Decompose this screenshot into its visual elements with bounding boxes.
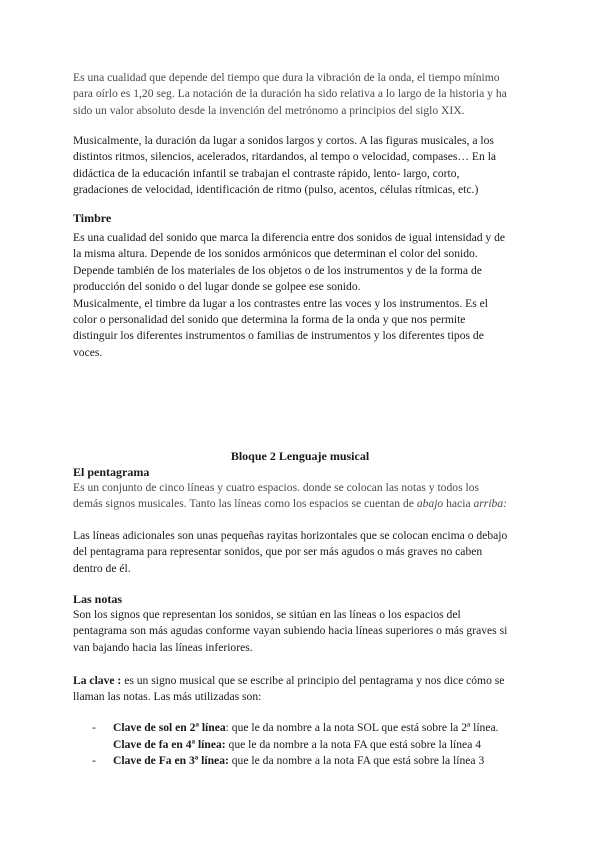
text-run: hacia <box>443 497 474 511</box>
text-line <box>73 496 531 512</box>
list-dash: - <box>92 721 96 734</box>
duration-paragraph <box>73 70 531 119</box>
list-item-term: Clave de Fa en 3ª línea: <box>113 754 229 767</box>
text-line: del pentagrama para representar sonidos, que por ser más agudos o más graves no caben <box>73 545 483 559</box>
pentagrama-paragraph <box>73 480 531 513</box>
list-item-text <box>113 720 499 736</box>
text-run: : que le da nombre a la nota SOL que está sobre la 2ª línea. <box>225 721 499 734</box>
text-line <box>73 673 531 689</box>
text-line: Musicalmente, la duración da lugar a sonidos largos y cortos. A las figuras musicales, a los <box>73 134 494 147</box>
text-run: es un signo musical que se escribe al principio del pentagrama y nos dice cómo se <box>121 674 505 687</box>
text-line: producción del sonido o del lugar donde se golpee ese sonido. <box>73 280 361 294</box>
list-item-text <box>113 737 481 753</box>
text-line: pentagrama son más agudas conforme vayan subiendo hacia líneas superiores o más graves si <box>73 624 508 638</box>
text-line: color o personalidad del sonido que determina la forma de la onda y que nos permite <box>73 313 466 327</box>
italic-word: arriba: <box>473 497 507 511</box>
clave-paragraph <box>73 673 531 706</box>
text-line: Es una cualidad que depende del tiempo que dura la vibración de la onda, el tiempo mínimo <box>73 71 500 84</box>
section-title: Bloque 2 Lenguaje musical <box>230 449 370 463</box>
list-item-text <box>113 753 484 769</box>
text-line: llaman las notas. Las más utilizadas son: <box>73 690 262 704</box>
text-line: distinguir los diferentes instrumentos o familias de instrumentos y los diferentes tipos de <box>73 329 484 343</box>
list-item-term: Clave de fa en 4ª línea: <box>113 738 226 751</box>
text-line: sido un valor absoluto desde la invención del metrónomo a principios del siglo XIX. <box>73 103 465 117</box>
text-line: Depende también de los materiales de los objetos o de los instrumentos y de la forma de <box>73 263 482 277</box>
text-line: dentro de él. <box>73 561 131 575</box>
text-line: Musicalmente, el timbre da lugar a los contrastes entre las voces y los instrumentos. Es el <box>73 296 489 310</box>
text-line: voces. <box>73 345 103 359</box>
list-item-term: Clave de sol en 2ª línea <box>113 721 226 734</box>
text-line: Son los signos que representan los sonidos, se sitúan en las líneas o los espacios del <box>73 608 461 621</box>
text-line: Es un conjunto de cinco líneas y cuatro espacios. donde se colocan las notas y todos los <box>73 481 480 494</box>
text-line: van bajando hacia las líneas inferiores. <box>73 640 253 654</box>
musical-duration-paragraph <box>73 133 531 199</box>
text-line: gradaciones de velocidad, identificación de ritmo (pulso, acentos, células rítmicas, etc.) <box>73 183 479 197</box>
text-run: demás signos musicales. Tanto las líneas como los espacios se cuentan de <box>73 497 417 511</box>
notas-paragraph <box>73 607 531 656</box>
text-line: Las líneas adicionales son unas pequeñas rayitas horizontales que se colocan encima o debajo <box>73 529 508 542</box>
text-line: distintos ritmos, silencios, acelerados, ritardandos, al tempo o velocidad, compases… En la <box>73 150 497 164</box>
list-dash: - <box>92 754 96 767</box>
text-line: para oírlo es 1,20 seg. La notación de la duración ha sido relativa a lo largo de la historia y ha <box>73 87 507 101</box>
clave-term: La clave : <box>73 674 122 687</box>
italic-word: abajo <box>416 497 444 511</box>
text-run: que le da nombre a la nota FA que está sobre la línea 3 <box>228 754 485 767</box>
text-line: didáctica de la educación infantil se trabajan el contraste rápido, lento- largo, corto, <box>73 166 460 180</box>
text-line: la misma altura. Depende de los sonidos armónicos que determinan el color del sonido. <box>73 247 478 261</box>
text-run: que le da nombre a la nota FA que está sobre la línea 4 <box>225 738 482 751</box>
additional-lines-paragraph <box>73 528 531 577</box>
text-line: Es una cualidad del sonido que marca la diferencia entre dos sonidos de igual intensidad y de <box>73 231 506 244</box>
timbre-paragraph <box>73 230 531 361</box>
notas-heading: Las notas <box>73 592 123 606</box>
timbre-heading: Timbre <box>73 211 112 225</box>
pentagrama-heading: El pentagrama <box>73 465 150 479</box>
